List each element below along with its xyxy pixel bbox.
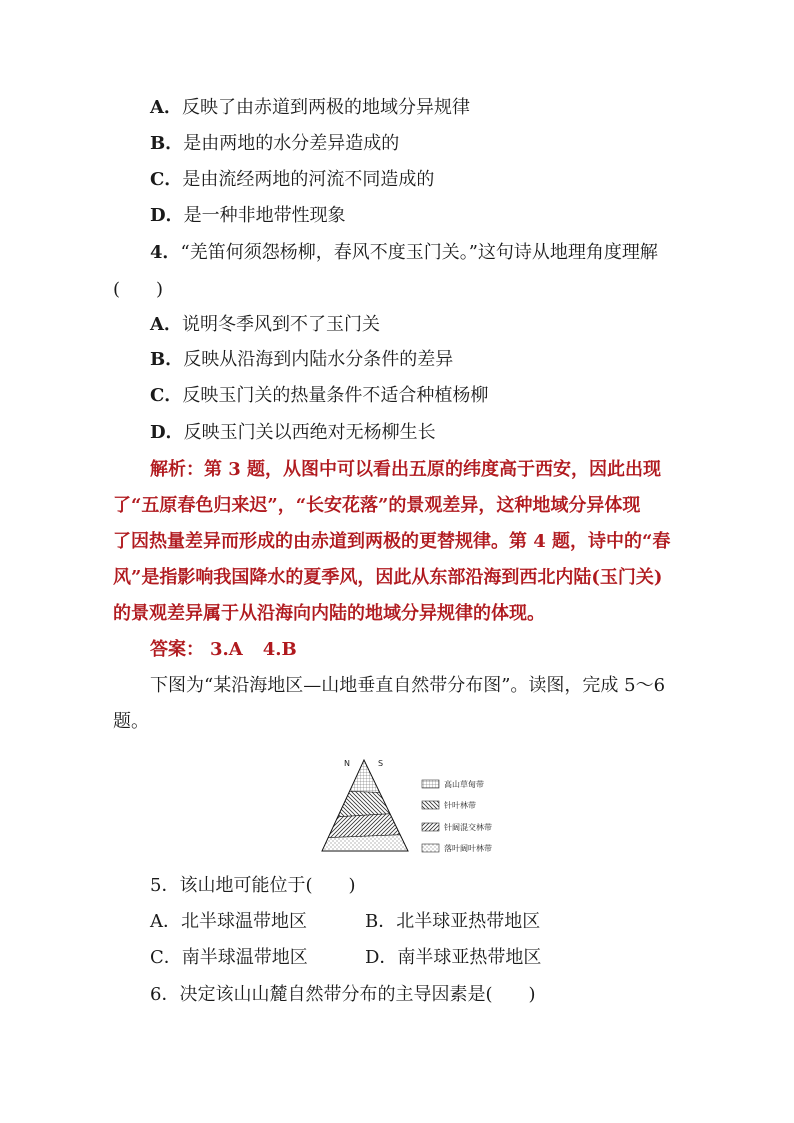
option-text: 是由流经两地的河流不同造成的 [182, 169, 435, 190]
q5-stem: 5．该山地可能位于( ) [150, 875, 356, 896]
question-stem-line1: “羌笛何须怨杨柳，春风不度玉门关。”这句诗从地理角度理解 [180, 242, 658, 263]
legend-label-4: 落叶阔叶林带 [444, 844, 492, 853]
option-letter: C． [150, 169, 183, 190]
option-text: 反映从沿海到内陆水分条件的差异 [183, 349, 454, 370]
q5-option-a: A．北半球温带地区 [150, 911, 307, 932]
option-letter: A． [150, 314, 182, 335]
q5-option-d: D．南半球亚热带地区 [365, 947, 542, 968]
option-letter: C． [150, 385, 183, 406]
q3-option-d [150, 204, 346, 228]
band-coniferous [318, 790, 418, 818]
analysis-line-5: 的景观差异属于从沿海向内陆的地域分异规律的体现。 [113, 603, 545, 624]
option-letter: A． [150, 97, 182, 118]
band-mixed-forest [318, 812, 418, 838]
q4-option-d [150, 421, 436, 445]
legend-swatch-slash [422, 823, 439, 831]
answer-q3: 3.A [210, 639, 243, 660]
option-letter: D． [150, 422, 184, 443]
legend-swatch-grid [422, 780, 439, 788]
option-letter: D． [150, 205, 184, 226]
legend [422, 779, 492, 853]
band-alpine-meadow [318, 754, 418, 794]
option-text: 是一种非地带性现象 [183, 205, 346, 226]
q4-stem [150, 241, 658, 265]
legend-swatch-backslash [422, 801, 439, 809]
option-text: 反映玉门关以西绝对无杨柳生长 [183, 422, 436, 443]
legend-label-3: 针阔混交林带 [444, 823, 492, 832]
intro-line-2: 题。 [113, 711, 149, 732]
north-label: N [344, 759, 350, 768]
option-text: 反映玉门关的热量条件不适合种植杨柳 [182, 385, 489, 406]
mountain-zonation-figure [318, 754, 518, 860]
q4-option-c [150, 384, 488, 408]
q5-options-row-2 [150, 946, 710, 970]
option-text: 是由两地的水分差异造成的 [183, 133, 400, 154]
q4-option-a [150, 313, 380, 337]
q4-option-b [150, 348, 453, 372]
option-letter: B． [150, 133, 184, 154]
analysis-line-2: 了“五原春色归来迟”，“长安花落”的景观差异，这种地域分异体现 [113, 495, 641, 516]
answer-q4: 4.B [262, 639, 297, 660]
intro-line-1: 下图为“某沿海地区—山地垂直自然带分布图”。读图，完成 5～6 [150, 675, 666, 696]
analysis-line-1: 解析：第 3 题，从图中可以看出五原的纬度高于西安，因此出现 [150, 459, 662, 480]
answer-label: 答案： [150, 639, 204, 660]
legend-swatch-dots [422, 844, 439, 852]
q6-stem: 6．决定该山山麓自然带分布的主导因素是( ) [150, 984, 536, 1005]
q4-stem-line2: ( ) [113, 279, 164, 300]
option-text: 反映了由赤道到两极的地域分异规律 [181, 97, 470, 118]
q3-option-b [150, 132, 399, 156]
question-number: 4． [150, 242, 181, 263]
q3-option-a [150, 96, 470, 120]
analysis-line-4: 风”是指影响我国降水的夏季风，因此从东部沿海到西北内陆(玉门关) [113, 567, 663, 588]
legend-label-1: 高山草甸带 [444, 780, 484, 789]
legend-label-2: 针叶林带 [444, 801, 476, 810]
q5-options-row-1 [150, 910, 710, 934]
option-text: 说明冬季风到不了玉门关 [181, 314, 380, 335]
analysis-line-3: 了因热量差异而形成的由赤道到两极的更替规律。第 4 题，诗中的“春 [113, 531, 671, 552]
q5-option-b: B．北半球亚热带地区 [365, 911, 541, 932]
q3-option-c [150, 168, 434, 192]
answer-line [150, 638, 297, 662]
q5-option-c: C．南半球温带地区 [150, 947, 308, 968]
option-letter: B． [150, 349, 184, 370]
south-label: S [378, 759, 384, 768]
